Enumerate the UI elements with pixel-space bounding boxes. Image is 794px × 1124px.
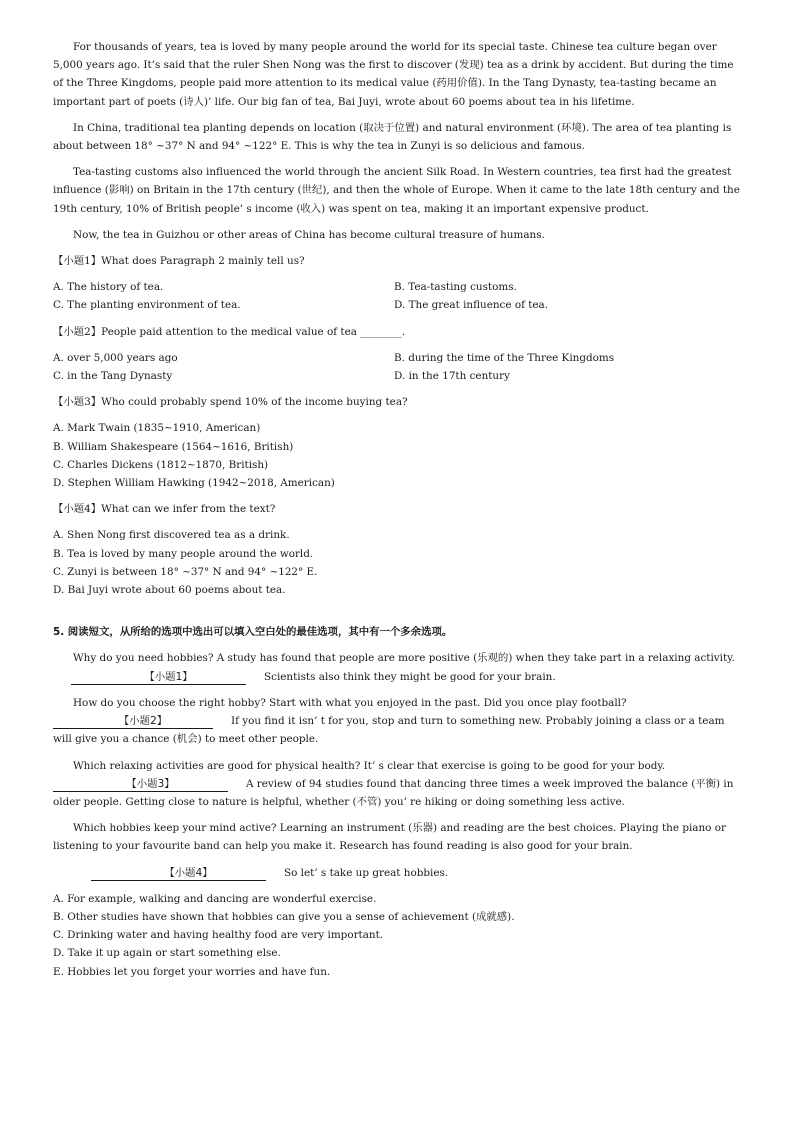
section-5-paragraph-3 (53, 757, 741, 812)
question-1-option-a: A. The history of tea. (53, 281, 164, 294)
question-3-option-b: B. William Shakespeare (1564~1616, British) (53, 440, 294, 453)
question-3-option-c: C. Charles Dickens (1812~1870, British) (53, 458, 269, 471)
question-2-option-b: B. during the time of the Three Kingdoms (394, 351, 615, 364)
question-2-stem: 【小题2】People paid attention to the medical value of tea ________. (53, 325, 406, 338)
question-4-option-b: B. Tea is loved by many people around the world. (53, 547, 314, 560)
question-3-option-a: A. Mark Twain (1835~1910, American) (53, 422, 261, 435)
section-5-options (53, 890, 741, 981)
document-page (53, 38, 741, 989)
section-5-option-e: E. Hobbies let you forget your worries and have fun. (53, 965, 331, 978)
question-3-option-d: D. Stephen William Hawking (1942~2018, American) (53, 477, 335, 490)
blank-2: 【小题2】 (53, 714, 213, 729)
section-5-title: 5. 阅读短文，从所给的选项中选出可以填入空白处的最佳选项，其中有一个多余选项。 (53, 626, 453, 639)
question-3-options (53, 419, 741, 492)
passage-paragraph-1: For thousands of years, tea is loved by many people around the world for its special taste. Chinese tea culture began over 5,000 years ago. It’s said that the ruler Shen Nong was the first to discover (发现) tea as a drink by accident. But during the time of the Three Kingdoms, people paid more attention to its medical value (药用价值). In the Tang Dynasty, tea-tasting became an important part of poets (诗人)’ life. Our big fan of tea, Bai Juyi, wrote about 60 poems about tea in his lifetime. (53, 41, 734, 108)
question-1-stem: 【小题1】What does Paragraph 2 mainly tell us? (53, 255, 305, 268)
question-4-options (53, 526, 741, 599)
section-5-p2-text-b: If you find it isn’ t for you, stop and turn to something new. Probably joining a class or a team will give you a chance (机会) to meet other people. (53, 715, 725, 746)
section-5-option-b: B. Other studies have shown that hobbies can give you a sense of achievement (成就感). (53, 910, 515, 923)
question-4-option-d: D. Bai Juyi wrote about 60 poems about tea. (53, 584, 286, 597)
passage-paragraph-4: Now, the tea in Guizhou or other areas of China has become cultural treasure of humans. (73, 228, 545, 241)
section-5-paragraph-2 (53, 694, 741, 749)
question-4-stem: 【小题4】What can we infer from the text? (53, 503, 276, 516)
question-1-option-c: C. The planting environment of tea. (53, 299, 241, 312)
section-5-paragraph-5 (53, 864, 741, 882)
question-2-option-a: A. over 5,000 years ago (53, 351, 178, 364)
question-1-option-d: D. The great influence of tea. (394, 299, 549, 312)
section-5-p1-text-b: Scientists also think they might be good for your brain. (264, 670, 556, 683)
section-5-p2-text-a: How do you choose the right hobby? Start with what you enjoyed in the past. Did you once play football? (73, 696, 627, 709)
section-5-option-c: C. Drinking water and having healthy food are very important. (53, 929, 384, 942)
question-2-option-c: C. in the Tang Dynasty (53, 370, 173, 383)
section-5-option-d: D. Take it up again or start something else. (53, 947, 281, 960)
question-4-option-c: C. Zunyi is between 18° ~37° N and 94° ~122° E. (53, 565, 318, 578)
question-2-options (53, 349, 741, 385)
blank-3: 【小题3】 (53, 777, 228, 792)
blank-1: 【小题1】 (71, 670, 246, 685)
question-2-option-d: D. in the 17th century (394, 370, 510, 383)
question-4-option-a: A. Shen Nong first discovered tea as a drink. (53, 529, 290, 542)
blank-4: 【小题4】 (91, 866, 266, 881)
section-5-p5-text-b: So let’ s take up great hobbies. (284, 866, 449, 879)
passage-paragraph-2: In China, traditional tea planting depends on location (取决于位置) and natural environment (环境). The area of tea planting is about between 18° ~37° N and 94° ~122° E. This is why the tea in Zunyi is so delicious and famous. (53, 121, 732, 153)
question-1-option-b: B. Tea-tasting customs. (394, 281, 517, 294)
section-5-paragraph-1 (53, 649, 741, 685)
passage-paragraph-3: Tea-tasting customs also influenced the world through the ancient Silk Road. In Western countries, tea first had the greatest influence (影响) on Britain in the 17th century (世纪), and then the whole of Europe. When it came to the late 18th century and the 19th century, 10% of British people’ s income (收入) was spent on tea, making it an important expensive product. (53, 166, 740, 215)
section-5-p1-text-a: Why do you need hobbies? A study has found that people are more positive (乐观的) when they take part in a relaxing activity. (73, 652, 735, 665)
section-5-p3-text-b: A review of 94 studies found that dancing three times a week improved the balance (平衡) in older people. Getting close to nature is helpful, whether (不管) you’ re hiking or doing something less active. (53, 777, 734, 808)
section-5-p3-text-a: Which relaxing activities are good for physical health? It’ s clear that exercise is going to be good for your body. (73, 759, 666, 772)
question-1-options (53, 278, 741, 314)
question-3-stem: 【小题3】Who could probably spend 10% of the income buying tea? (53, 396, 408, 409)
section-5-option-a: A. For example, walking and dancing are wonderful exercise. (53, 892, 377, 905)
section-5-paragraph-4: Which hobbies keep your mind active? Learning an instrument (乐器) and reading are the best choices. Playing the piano or listening to your favourite band can help you make it. Research has found reading is also good for your brain. (53, 822, 726, 853)
